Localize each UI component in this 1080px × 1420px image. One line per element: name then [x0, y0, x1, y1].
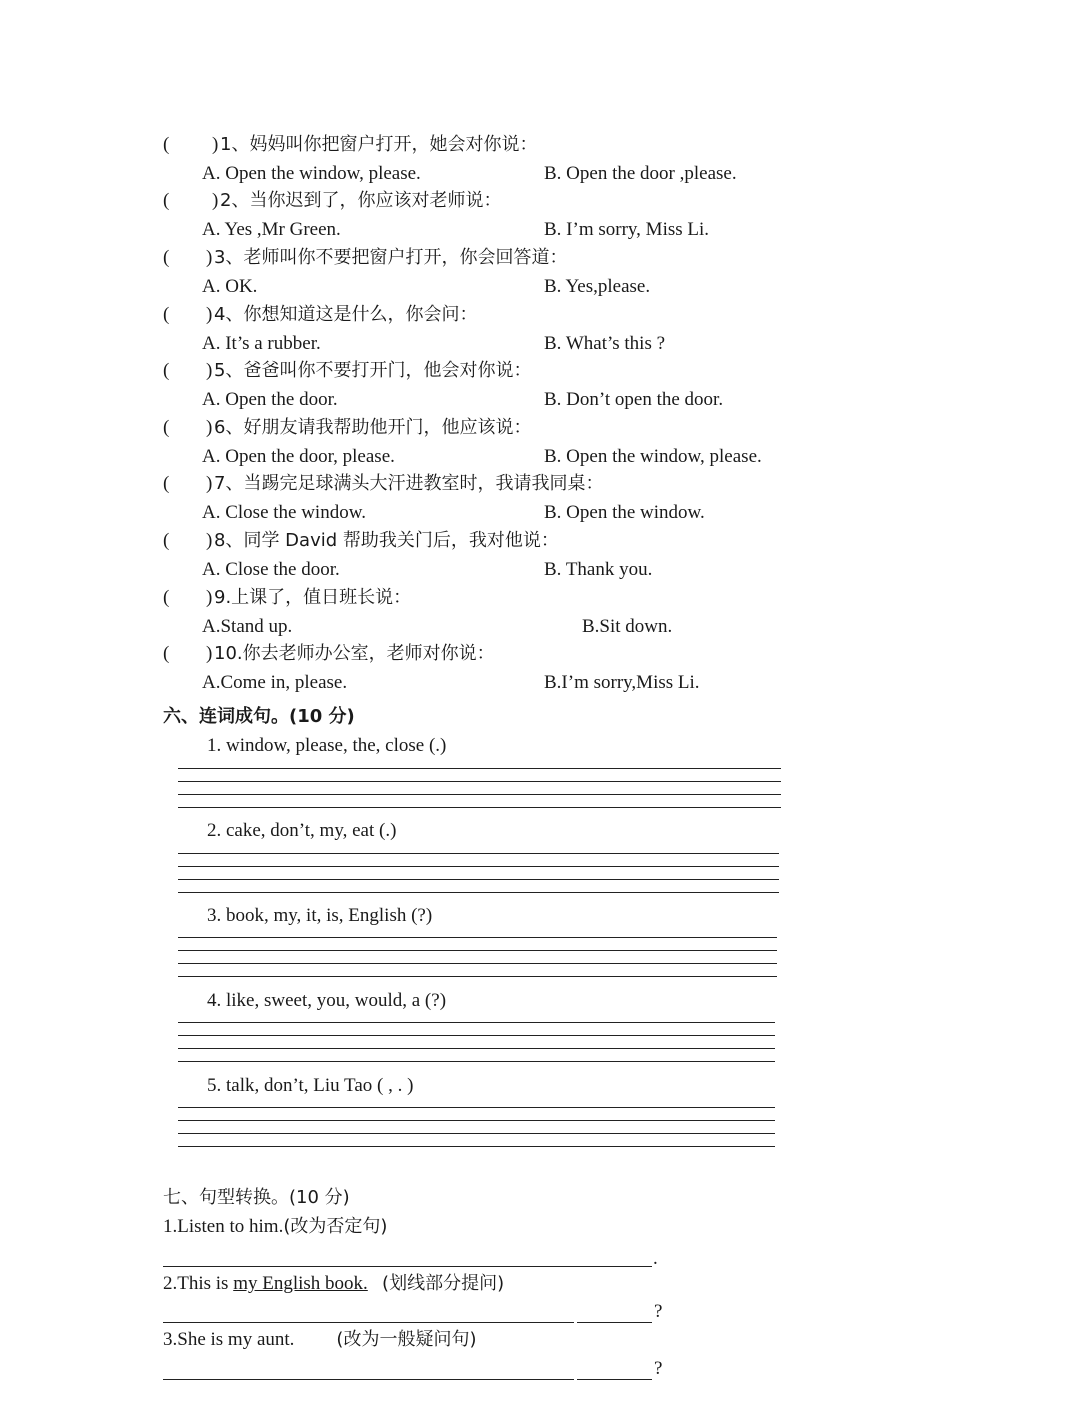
scramble-item: 1. window, please, the, close (.) — [207, 735, 447, 756]
option-b: B. Yes,please. — [544, 276, 651, 297]
scramble-answer-line[interactable] — [178, 781, 781, 782]
transform-q2-underlined: my English book. — [233, 1273, 368, 1294]
option-a: A. Open the door. — [202, 389, 338, 410]
option-a: A. Close the window. — [202, 502, 366, 523]
answer-paren-open[interactable]: ( — [163, 643, 170, 664]
scramble-answer-line[interactable] — [178, 963, 777, 964]
answer-paren-open[interactable]: ( — [163, 134, 170, 155]
option-a: A.Come in, please. — [202, 672, 348, 693]
scramble-answer-line[interactable] — [178, 1048, 775, 1049]
scramble-answer-line[interactable] — [178, 1120, 775, 1121]
transform-q1 — [163, 1215, 387, 1239]
section6-title: 六、连词成句。(10 分) — [163, 706, 355, 727]
answer-paren-open[interactable]: ( — [163, 473, 170, 494]
question-prompt: 6、好朋友请我帮助他开门，他应该说： — [214, 417, 532, 438]
scramble-answer-line[interactable] — [178, 879, 779, 880]
scramble-answer-line[interactable] — [178, 950, 777, 951]
option-b: B.I’m sorry,Miss Li. — [544, 672, 700, 693]
option-a: A. Close the door. — [202, 559, 340, 580]
option-a: A. Open the window, please. — [202, 163, 421, 184]
transform-q3 — [163, 1328, 476, 1352]
answer-paren-open[interactable]: ( — [163, 304, 170, 325]
transform-q1-text: 1.Listen to him. — [163, 1216, 284, 1237]
option-a: A.Stand up. — [202, 616, 293, 637]
transform-q3-end: ? — [654, 1358, 663, 1379]
answer-paren-open[interactable]: ( — [163, 417, 170, 438]
answer-paren-close: ) — [206, 417, 213, 438]
scramble-answer-line[interactable] — [178, 937, 777, 938]
answer-paren-close: ) — [206, 643, 213, 664]
transform-q3-answer-blank[interactable] — [577, 1379, 652, 1380]
scramble-answer-line[interactable] — [178, 1061, 775, 1062]
scramble-answer-line[interactable] — [178, 976, 777, 977]
scramble-answer-line[interactable] — [178, 807, 781, 808]
transform-q2-end: ? — [654, 1301, 663, 1322]
option-a: A. Open the door, please. — [202, 446, 395, 467]
answer-paren-close: ) — [212, 134, 219, 155]
answer-paren-open[interactable]: ( — [163, 360, 170, 381]
option-b: B. Open the door ,please. — [544, 163, 737, 184]
scramble-answer-line[interactable] — [178, 768, 781, 769]
section7-title: 七、句型转换。(10 分) — [163, 1187, 350, 1208]
scramble-item: 5. talk, don’t, Liu Tao ( , . ) — [207, 1075, 414, 1096]
scramble-item: 4. like, sweet, you, would, a (?) — [207, 990, 447, 1011]
scramble-answer-line[interactable] — [178, 1107, 775, 1108]
scramble-answer-line[interactable] — [178, 794, 781, 795]
answer-paren-close: ) — [206, 247, 213, 268]
scramble-answer-line[interactable] — [178, 1035, 775, 1036]
answer-paren-close: ) — [206, 587, 213, 608]
option-b: B. I’m sorry, Miss Li. — [544, 219, 710, 240]
answer-paren-close: ) — [206, 304, 213, 325]
transform-q2-prefix: 2.This is — [163, 1273, 234, 1294]
transform-q2-answer-line[interactable] — [163, 1322, 574, 1323]
option-a: A. Yes ,Mr Green. — [202, 219, 341, 240]
scramble-answer-line[interactable] — [178, 1133, 775, 1134]
option-a: A. OK. — [202, 276, 258, 297]
transform-q1-end: . — [653, 1248, 658, 1269]
question-prompt: 5、爸爸叫你不要打开门，他会对你说： — [214, 360, 532, 381]
question-prompt: 2、当你迟到了，你应该对老师说： — [220, 190, 502, 211]
transform-q3-answer-line[interactable] — [163, 1379, 574, 1380]
question-prompt: 8、同学 David 帮助我关门后，我对他说： — [214, 530, 559, 551]
scramble-item: 2. cake, don’t, my, eat (.) — [207, 820, 397, 841]
scramble-answer-line[interactable] — [178, 853, 779, 854]
option-a: A. It’s a rubber. — [202, 333, 321, 354]
scramble-answer-line[interactable] — [178, 866, 779, 867]
answer-paren-open[interactable]: ( — [163, 190, 170, 211]
question-prompt: 3、老师叫你不要把窗户打开，你会回答道： — [214, 247, 568, 268]
scramble-answer-line[interactable] — [178, 1022, 775, 1023]
scramble-answer-line[interactable] — [178, 892, 779, 893]
option-b: B. Open the window, please. — [544, 446, 762, 467]
transform-q3-hint: (改为一般疑问句) — [336, 1329, 477, 1350]
option-b: B.Sit down. — [582, 616, 673, 637]
transform-q3-text: 3.She is my aunt. — [163, 1329, 295, 1350]
question-prompt: 9.上课了，值日班长说： — [214, 587, 412, 608]
option-b: B. Open the window. — [544, 502, 705, 523]
answer-paren-open[interactable]: ( — [163, 530, 170, 551]
option-b: B. Thank you. — [544, 559, 653, 580]
question-prompt: 10.你去老师办公室，老师对你说： — [214, 643, 495, 664]
answer-paren-open[interactable]: ( — [163, 587, 170, 608]
answer-paren-close: ) — [206, 530, 213, 551]
scramble-item: 3. book, my, it, is, English (?) — [207, 905, 433, 926]
answer-paren-close: ) — [206, 360, 213, 381]
answer-paren-open[interactable]: ( — [163, 247, 170, 268]
option-b: B. Don’t open the door. — [544, 389, 724, 410]
transform-q2-hint: (划线部分提问) — [382, 1273, 505, 1294]
transform-q2-answer-blank[interactable] — [577, 1322, 652, 1323]
question-prompt: 1、妈妈叫你把窗户打开，她会对你说： — [220, 134, 538, 155]
option-b: B. What’s this ? — [544, 333, 666, 354]
transform-q1-hint: (改为否定句) — [283, 1216, 388, 1237]
answer-paren-close: ) — [212, 190, 219, 211]
scramble-answer-line[interactable] — [178, 1146, 775, 1147]
question-prompt: 4、你想知道这是什么，你会问： — [214, 304, 478, 325]
question-prompt: 7、当踢完足球满头大汗进教室时，我请我同桌： — [214, 473, 604, 494]
transform-q2 — [163, 1272, 504, 1296]
answer-paren-close: ) — [206, 473, 213, 494]
transform-q1-answer-line[interactable] — [163, 1266, 652, 1267]
